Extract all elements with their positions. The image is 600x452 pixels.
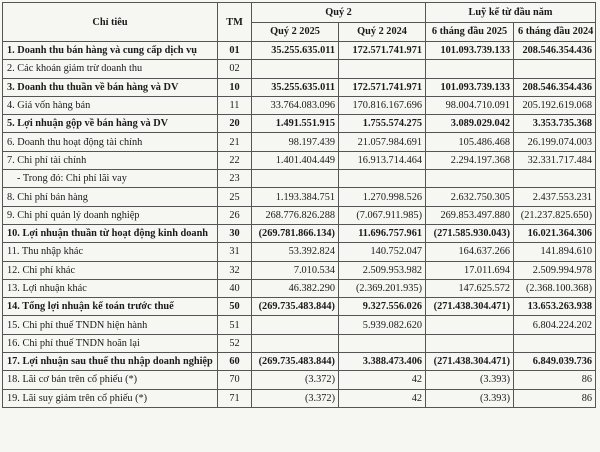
table-row	[3, 334, 596, 352]
table-row	[3, 353, 596, 371]
table-row	[3, 224, 596, 242]
cell-6m-2025: 2.294.197.368	[426, 151, 514, 169]
cell-q2-2024: 1.755.574.275	[339, 115, 426, 133]
group-header-ytd: Luỹ kế từ đầu năm	[426, 3, 596, 23]
cell-q2-2025: (3.372)	[252, 371, 339, 389]
cell-6m-2024: 208.546.354.436	[514, 42, 596, 60]
row-label: 8. Chi phí bán hàng	[3, 188, 218, 206]
row-label: 6. Doanh thu hoạt động tài chính	[3, 133, 218, 151]
cell-6m-2024: 86	[514, 371, 596, 389]
cell-q2-2025: (269.735.483.844)	[252, 353, 339, 371]
cell-6m-2025: (271.438.304.471)	[426, 353, 514, 371]
row-label: 7. Chi phí tài chính	[3, 151, 218, 169]
cell-6m-2024: 16.021.364.306	[514, 224, 596, 242]
cell-6m-2025: (271.438.304.471)	[426, 298, 514, 316]
cell-q2-2024: 5.939.082.620	[339, 316, 426, 334]
table-row	[3, 170, 596, 188]
cell-6m-2024: 208.546.354.436	[514, 78, 596, 96]
table-row	[3, 42, 596, 60]
row-label: 10. Lợi nhuận thuần từ hoạt động kinh doanh	[3, 224, 218, 242]
row-tm: 51	[218, 316, 252, 334]
cell-q2-2025: (269.735.483.844)	[252, 298, 339, 316]
row-label: 3. Doanh thu thuần về bán hàng và DV	[3, 78, 218, 96]
row-tm: 22	[218, 151, 252, 169]
cell-q2-2025: 33.764.083.096	[252, 96, 339, 114]
cell-6m-2025: 2.632.750.305	[426, 188, 514, 206]
cell-6m-2025: 3.089.029.042	[426, 115, 514, 133]
row-tm: 31	[218, 243, 252, 261]
cell-6m-2024	[514, 334, 596, 352]
cell-6m-2024: 6.849.039.736	[514, 353, 596, 371]
cell-q2-2025: 35.255.635.011	[252, 78, 339, 96]
cell-q2-2025: 35.255.635.011	[252, 42, 339, 60]
cell-6m-2024: (21.237.825.650)	[514, 206, 596, 224]
row-tm: 70	[218, 371, 252, 389]
cell-q2-2025	[252, 60, 339, 78]
cell-q2-2024: 21.057.984.691	[339, 133, 426, 151]
cell-q2-2025: 268.776.826.288	[252, 206, 339, 224]
cell-6m-2025: 98.004.710.091	[426, 96, 514, 114]
row-label: 18. Lãi cơ bản trên cổ phiếu (*)	[3, 371, 218, 389]
cell-q2-2024: 42	[339, 389, 426, 407]
cell-6m-2025	[426, 170, 514, 188]
group-header-q2: Quý 2	[252, 3, 426, 23]
table-row	[3, 243, 596, 261]
cell-6m-2025: 164.637.266	[426, 243, 514, 261]
cell-6m-2024: 2.437.553.231	[514, 188, 596, 206]
cell-q2-2024	[339, 170, 426, 188]
table-row	[3, 188, 596, 206]
cell-q2-2025: 1.193.384.751	[252, 188, 339, 206]
table-body	[3, 42, 596, 408]
row-tm: 26	[218, 206, 252, 224]
cell-6m-2024	[514, 60, 596, 78]
cell-q2-2025: (3.372)	[252, 389, 339, 407]
row-tm: 40	[218, 279, 252, 297]
cell-q2-2025: 98.197.439	[252, 133, 339, 151]
cell-q2-2024: (7.067.911.985)	[339, 206, 426, 224]
row-label: - Trong đó: Chi phí lãi vay	[3, 170, 218, 188]
col-header-tm: TM	[218, 3, 252, 42]
cell-q2-2024	[339, 60, 426, 78]
col-header-6m-2024: 6 tháng đầu 2024	[514, 22, 596, 42]
row-label: 9. Chi phí quản lý doanh nghiệp	[3, 206, 218, 224]
table-row	[3, 133, 596, 151]
row-tm: 71	[218, 389, 252, 407]
cell-6m-2024: 3.353.735.368	[514, 115, 596, 133]
row-tm: 30	[218, 224, 252, 242]
row-tm: 10	[218, 78, 252, 96]
row-label: 17. Lợi nhuận sau thuế thu nhập doanh nghiệp	[3, 353, 218, 371]
row-tm: 60	[218, 353, 252, 371]
cell-q2-2024: 140.752.047	[339, 243, 426, 261]
row-label: 13. Lợi nhuận khác	[3, 279, 218, 297]
table-row	[3, 115, 596, 133]
row-tm: 02	[218, 60, 252, 78]
cell-q2-2024	[339, 334, 426, 352]
cell-6m-2024: 86	[514, 389, 596, 407]
row-tm: 23	[218, 170, 252, 188]
cell-6m-2024: 26.199.074.003	[514, 133, 596, 151]
income-statement-table	[2, 2, 596, 408]
row-label: 1. Doanh thu bán hàng và cung cấp dịch vụ	[3, 42, 218, 60]
cell-6m-2024: 32.331.717.484	[514, 151, 596, 169]
cell-6m-2024: 205.192.619.068	[514, 96, 596, 114]
cell-q2-2024: 3.388.473.406	[339, 353, 426, 371]
cell-6m-2025: (271.585.930.043)	[426, 224, 514, 242]
cell-q2-2025: (269.781.866.134)	[252, 224, 339, 242]
cell-q2-2024: 9.327.556.026	[339, 298, 426, 316]
cell-6m-2025	[426, 334, 514, 352]
cell-q2-2025: 46.382.290	[252, 279, 339, 297]
col-header-chi-tieu: Chỉ tiêu	[3, 3, 218, 42]
cell-6m-2024: 2.509.994.978	[514, 261, 596, 279]
row-label: 19. Lãi suy giảm trên cổ phiếu (*)	[3, 389, 218, 407]
col-header-q2-2024: Quý 2 2024	[339, 22, 426, 42]
cell-6m-2025: 269.853.497.880	[426, 206, 514, 224]
table-row	[3, 389, 596, 407]
cell-q2-2025	[252, 316, 339, 334]
table-row	[3, 206, 596, 224]
col-header-q2-2025: Quý 2 2025	[252, 22, 339, 42]
cell-q2-2024: 1.270.998.526	[339, 188, 426, 206]
row-label: 12. Chi phí khác	[3, 261, 218, 279]
row-label: 4. Giá vốn hàng bán	[3, 96, 218, 114]
table-row	[3, 78, 596, 96]
table-row	[3, 261, 596, 279]
row-tm: 52	[218, 334, 252, 352]
cell-q2-2024: 172.571.741.971	[339, 42, 426, 60]
cell-q2-2025	[252, 334, 339, 352]
cell-6m-2025: 105.486.468	[426, 133, 514, 151]
table-row	[3, 298, 596, 316]
row-tm: 32	[218, 261, 252, 279]
cell-q2-2024: 2.509.953.982	[339, 261, 426, 279]
cell-q2-2025: 1.401.404.449	[252, 151, 339, 169]
table-row	[3, 279, 596, 297]
row-label: 16. Chi phí thuế TNDN hoãn lại	[3, 334, 218, 352]
row-label: 2. Các khoản giảm trừ doanh thu	[3, 60, 218, 78]
cell-6m-2024: 13.653.263.938	[514, 298, 596, 316]
cell-6m-2025: 147.625.572	[426, 279, 514, 297]
cell-6m-2024: 6.804.224.202	[514, 316, 596, 334]
cell-6m-2025: (3.393)	[426, 371, 514, 389]
cell-6m-2024: (2.368.100.368)	[514, 279, 596, 297]
table-row	[3, 96, 596, 114]
row-tm: 25	[218, 188, 252, 206]
cell-q2-2025	[252, 170, 339, 188]
cell-q2-2024: 170.816.167.696	[339, 96, 426, 114]
cell-q2-2024: (2.369.201.935)	[339, 279, 426, 297]
cell-6m-2024: 141.894.610	[514, 243, 596, 261]
table-row	[3, 151, 596, 169]
cell-q2-2024: 42	[339, 371, 426, 389]
row-label: 5. Lợi nhuận gộp về bán hàng và DV	[3, 115, 218, 133]
cell-q2-2025: 53.392.824	[252, 243, 339, 261]
row-tm: 20	[218, 115, 252, 133]
row-tm: 01	[218, 42, 252, 60]
table-row	[3, 60, 596, 78]
cell-q2-2025: 7.010.534	[252, 261, 339, 279]
row-label: 11. Thu nhập khác	[3, 243, 218, 261]
cell-6m-2025	[426, 316, 514, 334]
cell-q2-2024: 16.913.714.464	[339, 151, 426, 169]
cell-q2-2024: 11.696.757.961	[339, 224, 426, 242]
cell-6m-2025	[426, 60, 514, 78]
cell-6m-2025: 101.093.739.133	[426, 78, 514, 96]
row-tm: 21	[218, 133, 252, 151]
cell-6m-2025: 101.093.739.133	[426, 42, 514, 60]
cell-6m-2025: (3.393)	[426, 389, 514, 407]
row-tm: 50	[218, 298, 252, 316]
row-label: 15. Chi phí thuế TNDN hiện hành	[3, 316, 218, 334]
row-tm: 11	[218, 96, 252, 114]
row-label: 14. Tổng lợi nhuận kế toán trước thuế	[3, 298, 218, 316]
cell-6m-2025: 17.011.694	[426, 261, 514, 279]
cell-q2-2025: 1.491.551.915	[252, 115, 339, 133]
table-row	[3, 371, 596, 389]
table-row	[3, 316, 596, 334]
col-header-6m-2025: 6 tháng đầu 2025	[426, 22, 514, 42]
cell-6m-2024	[514, 170, 596, 188]
cell-q2-2024: 172.571.741.971	[339, 78, 426, 96]
